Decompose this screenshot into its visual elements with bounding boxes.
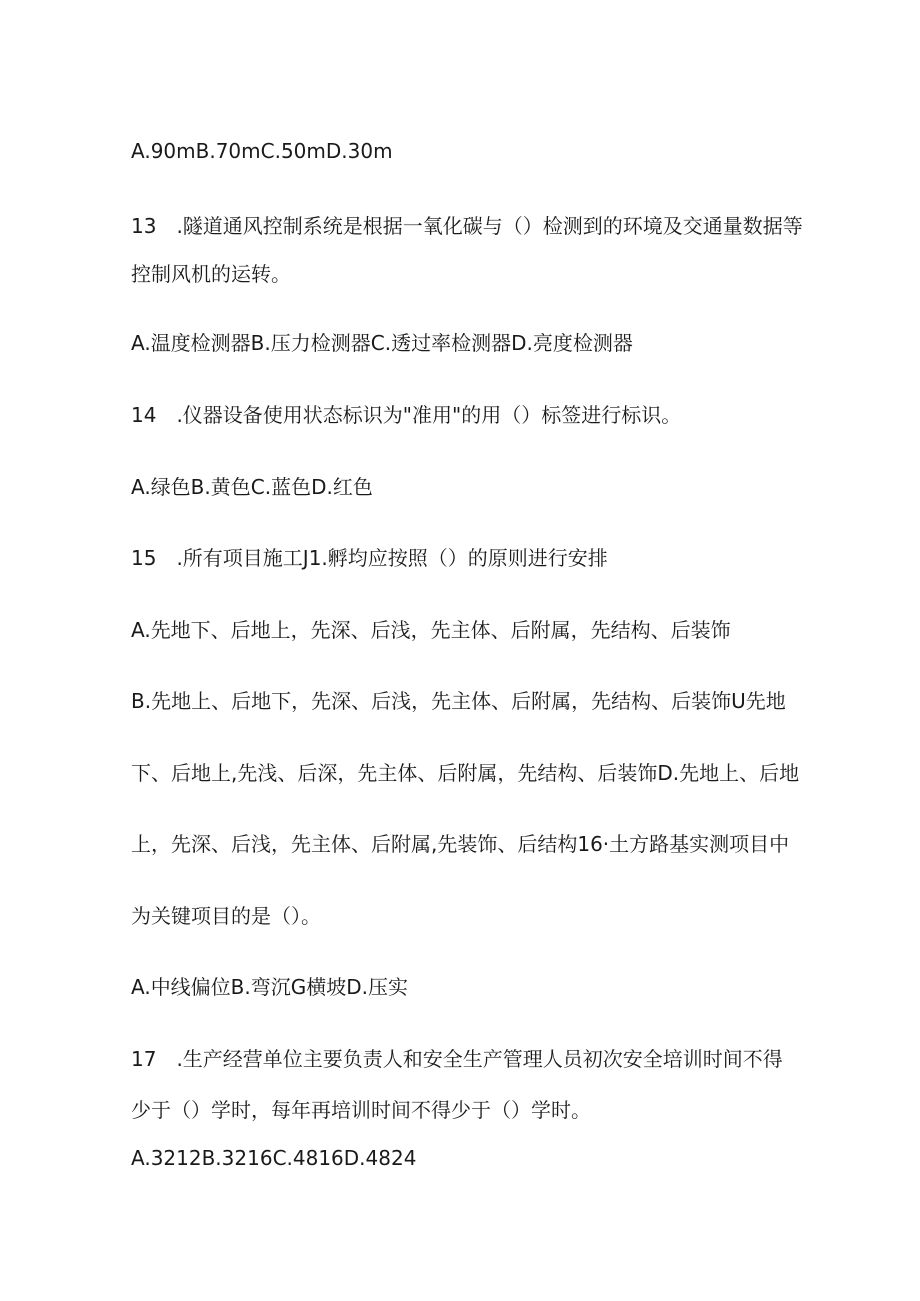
answer-options-17: A.3212B.3216C.4816D.4824 [131,1146,417,1170]
question-13-line-1: 13 .隧道通风控制系统是根据一氧化碳与（）检测到的环境及交通量数据等 [131,214,803,238]
question-16-line-2: 为关键项目的是（）。 [131,904,321,928]
answer-option-15-a: A.先地下、后地上，先深、后浅，先主体、后附属，先结构、后装饰 [131,618,731,642]
question-16-line-1: 上，先深、后浅，先主体、后附属,先装饰、后结构16·土方路基实测项目中 [131,832,790,856]
answer-options-14: A.绿色B.黄色C.蓝色D.红色 [131,475,373,499]
question-17-line-1: 17 .生产经营单位主要负责人和安全生产管理人员初次安全培训时间不得 [131,1047,783,1071]
answer-options-12: A.90mB.70mC.50mD.30m [131,139,393,163]
question-13-line-2: 控制风机的运转。 [131,262,291,286]
answer-options-15-line-2: 下、后地上,先浅、后深，先主体、后附属，先结构、后装饰D.先地上、后地 [131,761,800,785]
answer-options-13: A.温度检测器B.压力检测器C.透过率检测器D.亮度检测器 [131,331,633,355]
question-15: 15 .所有项目施工J1.孵均应按照（）的原则进行安排 [131,546,608,570]
answer-options-16: A.中线偏位B.弯沉G横坡D.压实 [131,975,409,999]
answer-options-15-line-1: B.先地上、后地下，先深、后浅，先主体、后附属，先结构、后装饰U先地 [131,689,786,713]
question-17-line-2: 少于（）学时，每年再培训时间不得少于（）学时。 [131,1098,591,1122]
question-14: 14 .仪器设备使用状态标识为"准用"的用（）标签进行标识。 [131,403,682,427]
